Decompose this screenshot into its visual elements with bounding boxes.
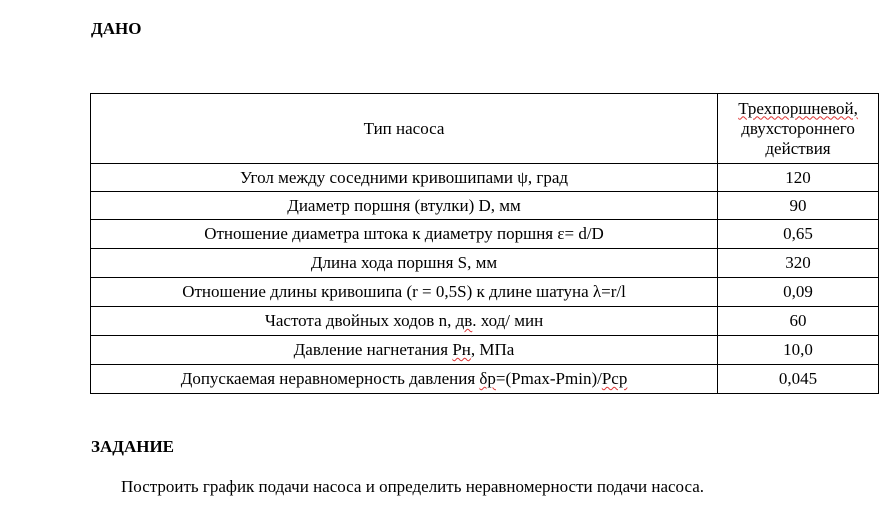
param-discharge-pressure-unit: , МПа	[470, 340, 515, 359]
task-text: Построить график подачи насоса и определить неравномерности подачи насоса.	[121, 477, 705, 496]
value-crank-angle: 120	[718, 164, 879, 192]
param-pressure-irregularity	[91, 365, 718, 394]
param-pressure-irregularity-symbol: δр	[479, 369, 496, 388]
pump-type-value-line3: действия	[765, 138, 831, 158]
param-discharge-pressure	[91, 336, 718, 365]
table-row	[91, 336, 879, 365]
pump-parameters-table	[90, 93, 879, 394]
pump-type-label: Тип насоса	[91, 94, 718, 164]
table-row	[91, 365, 879, 394]
table-row	[91, 307, 879, 336]
table-row	[91, 278, 879, 307]
table-row	[91, 220, 879, 249]
task-heading: ЗАДАНИЕ	[91, 437, 175, 456]
param-stroke-frequency	[91, 307, 718, 336]
param-pressure-irregularity-text: Допускаемая неравномерность давления	[180, 369, 480, 388]
table-row	[91, 192, 879, 220]
param-piston-diameter: Диаметр поршня (втулки) D, мм	[91, 192, 718, 220]
table-header-row	[91, 94, 879, 164]
param-crank-angle: Угол между соседними кривошипами ψ, град	[91, 164, 718, 192]
param-pressure-irregularity-formula: =(Pmax-Pmin)/	[495, 369, 602, 388]
pump-type-value-line1: Трехпоршневой,	[738, 98, 858, 118]
pump-type-value-line2: двухстороннего	[741, 118, 855, 138]
param-stroke-frequency-unit: . ход/ мин	[472, 311, 544, 330]
value-stroke-length: 320	[718, 249, 879, 278]
param-stroke-length: Длина хода поршня S, мм	[91, 249, 718, 278]
value-pressure-irregularity: 0,045	[718, 365, 879, 394]
value-stroke-frequency: 60	[718, 307, 879, 336]
given-heading: ДАНО	[91, 19, 142, 38]
param-rod-ratio: Отношение диаметра штока к диаметру поршня ε= d/D	[91, 220, 718, 249]
value-rod-ratio: 0,65	[718, 220, 879, 249]
param-discharge-pressure-symbol: Рн	[452, 340, 471, 359]
value-discharge-pressure: 10,0	[718, 336, 879, 365]
param-stroke-frequency-text: Частота двойных ходов n,	[264, 311, 456, 330]
param-crank-ratio: Отношение длины кривошипа (r = 0,5S) к длине шатуна λ=r/l	[91, 278, 718, 307]
param-discharge-pressure-text: Давление нагнетания	[293, 340, 453, 359]
param-stroke-frequency-abbr: дв	[455, 311, 473, 330]
value-crank-ratio: 0,09	[718, 278, 879, 307]
table-row	[91, 164, 879, 192]
value-piston-diameter: 90	[718, 192, 879, 220]
table-row	[91, 249, 879, 278]
pump-type-value	[718, 94, 879, 164]
param-pressure-irregularity-avg: Рср	[601, 369, 628, 388]
